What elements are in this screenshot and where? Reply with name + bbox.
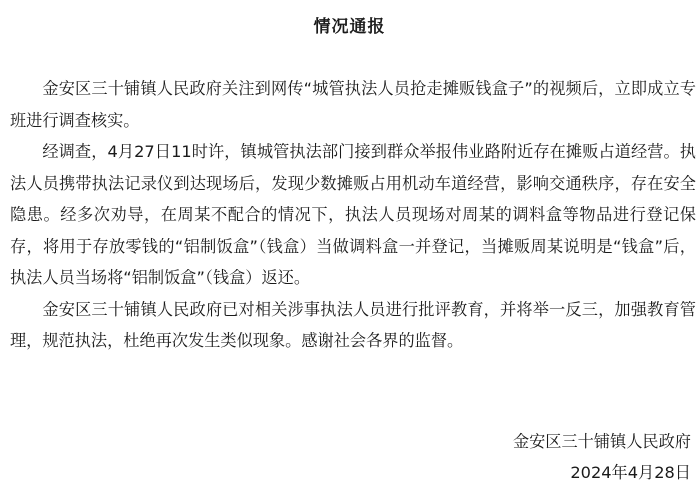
issuer-name: 金安区三十铺镇人民政府	[512, 432, 691, 451]
signature-block	[513, 426, 691, 488]
paragraph-followup: 金安区三十铺镇人民政府已对相关涉事执法人员进行批评教育，并将举一反三，加强教育管理，规范执法，杜绝再次发生类似现象。感谢社会各界的监督。	[10, 299, 696, 350]
issue-date: 2024年4月28日	[570, 463, 691, 482]
paragraph-investigation: 经调查，4月27日11时许，镇城管执法部门接到群众举报伟业路附近存在摊贩占道经营。执法人员携带执法记录仪到达现场后，发现少数摊贩占用机动车道经营，影响交通秩序，存在安全隐患。经多次劝导，在周某不配合的情况下，执法人员现场对周某的调料盒等物品进行登记保存，将用于存放零钱的“铝制饭盒”（钱盒）当做调料盒一并登记，当摊贩周某说明是“钱盒”后，执法人员当场将“铝制饭盒”（钱盒）返还。	[10, 142, 696, 287]
document-body	[10, 73, 696, 357]
document-title: 情况通报	[313, 17, 386, 37]
paragraph-intro: 金安区三十铺镇人民政府关注到网传“城管执法人员抢走摊贩钱盒子”的视频后，立即成立专班进行调查核实。	[10, 79, 696, 130]
